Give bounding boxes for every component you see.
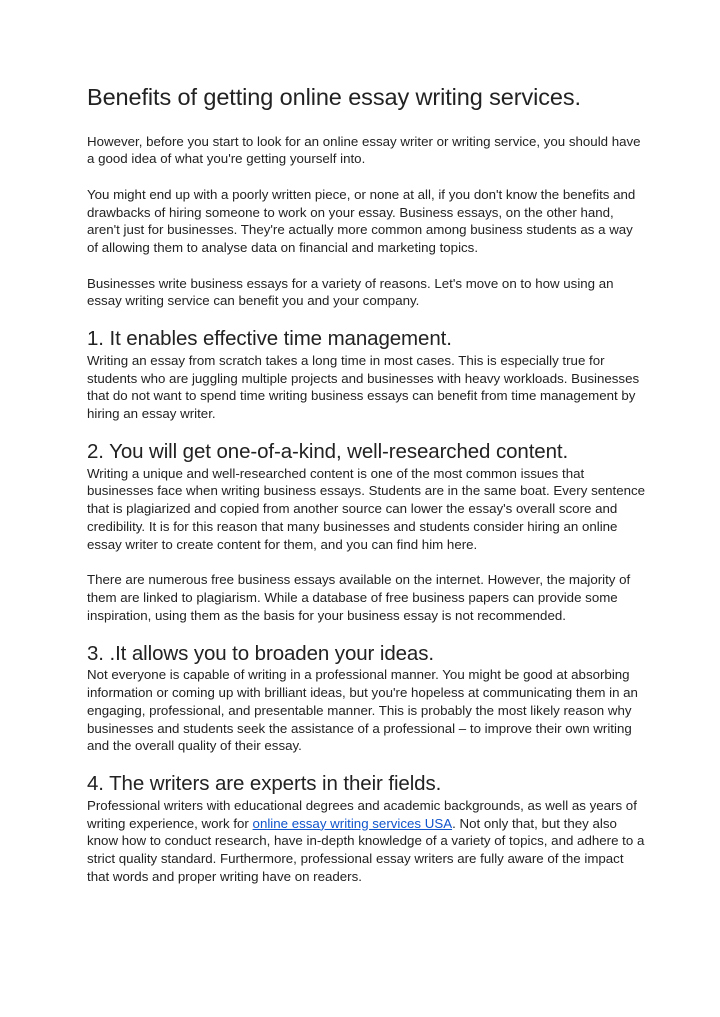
section-4-text-before-link: Professional writers with educational degrees and academic backgrounds, as well as years of writing experience, work for (87, 797, 637, 831)
section-2-paragraph-1: Writing a unique and well-researched content is one of the most common issues that businesses face when writing business essays. Students are in the same boat. Every sentence that is plagiarized and copied from another source can lower the essay's overall score and credibility. It is for this reason that many businesses and students consider hiring an online essay writer to create content for them, and you can find him here. (87, 465, 646, 552)
intro-paragraph-3: Businesses write business essays for a variety of reasons. Let's move on to how using an essay writing service can benefit you and your company. (87, 275, 614, 309)
section-1-paragraph-1: Writing an essay from scratch takes a long time in most cases. This is especially true for students who are juggling multiple projects and businesses with heavy workloads. Businesses that do not want to spend time writing business essays can benefit from time management by hiring an essay writer. (87, 352, 640, 422)
section-3-paragraph-1: Not everyone is capable of writing in a professional manner. You might be good at absorbing information or coming up with brilliant ideas, but you're hopeless at communicating them in an engaging, professional, and presentable manner. This is probably the most likely reason why businesses and students seek the assistance of a professional – to improve their own writing and the overall quality of their essay. (87, 667, 638, 754)
document-page (87, 82, 647, 886)
section-spacer (87, 755, 647, 771)
section-spacer (87, 423, 647, 439)
paragraph-spacer (87, 554, 647, 572)
section-3-heading: 3. .It allows you to broaden your ideas. (87, 641, 434, 665)
section-4-text-after-link: . Not only that, but they also know how to conduct research, have in-depth knowledge of a variety of topics, and adhere to a strict quality standard. Furthermore, professional essay writers are fully aware of the impact that words and proper writing have on readers. (87, 815, 645, 884)
section-spacer (87, 310, 647, 326)
section-1-heading: 1. It enables effective time management. (87, 327, 452, 351)
section-2-heading: 2. You will get one-of-a-kind, well-researched content. (87, 439, 569, 463)
intro-paragraph-2: You might end up with a poorly written piece, or none at all, if you don't know the benefits and drawbacks of hiring someone to work on your essay. Business essays, on the other hand, aren't just for businesses. They're actually more common among business students as a way of allowing them to analyse data on financial and marketing topics. (87, 186, 636, 256)
section-2-paragraph-2: There are numerous free business essays available on the internet. However, the majority of them are linked to plagiarism. While a database of free business papers can provide some inspiration, using them as the basis for your business essay is not recommended. (87, 572, 631, 623)
document-title: Benefits of getting online essay writing services. (87, 84, 581, 110)
paragraph-spacer (87, 257, 647, 275)
online-essay-writing-services-link[interactable]: online essay writing services USA (252, 815, 453, 831)
section-4-paragraph-1 (87, 797, 647, 886)
intro-paragraph-1: However, before you start to look for an online essay writer or writing service, you should have a good idea of what you're getting yourself into. (87, 133, 641, 167)
paragraph-spacer (87, 168, 647, 186)
section-spacer (87, 625, 647, 641)
section-4-heading: 4. The writers are experts in their fields. (87, 772, 442, 796)
